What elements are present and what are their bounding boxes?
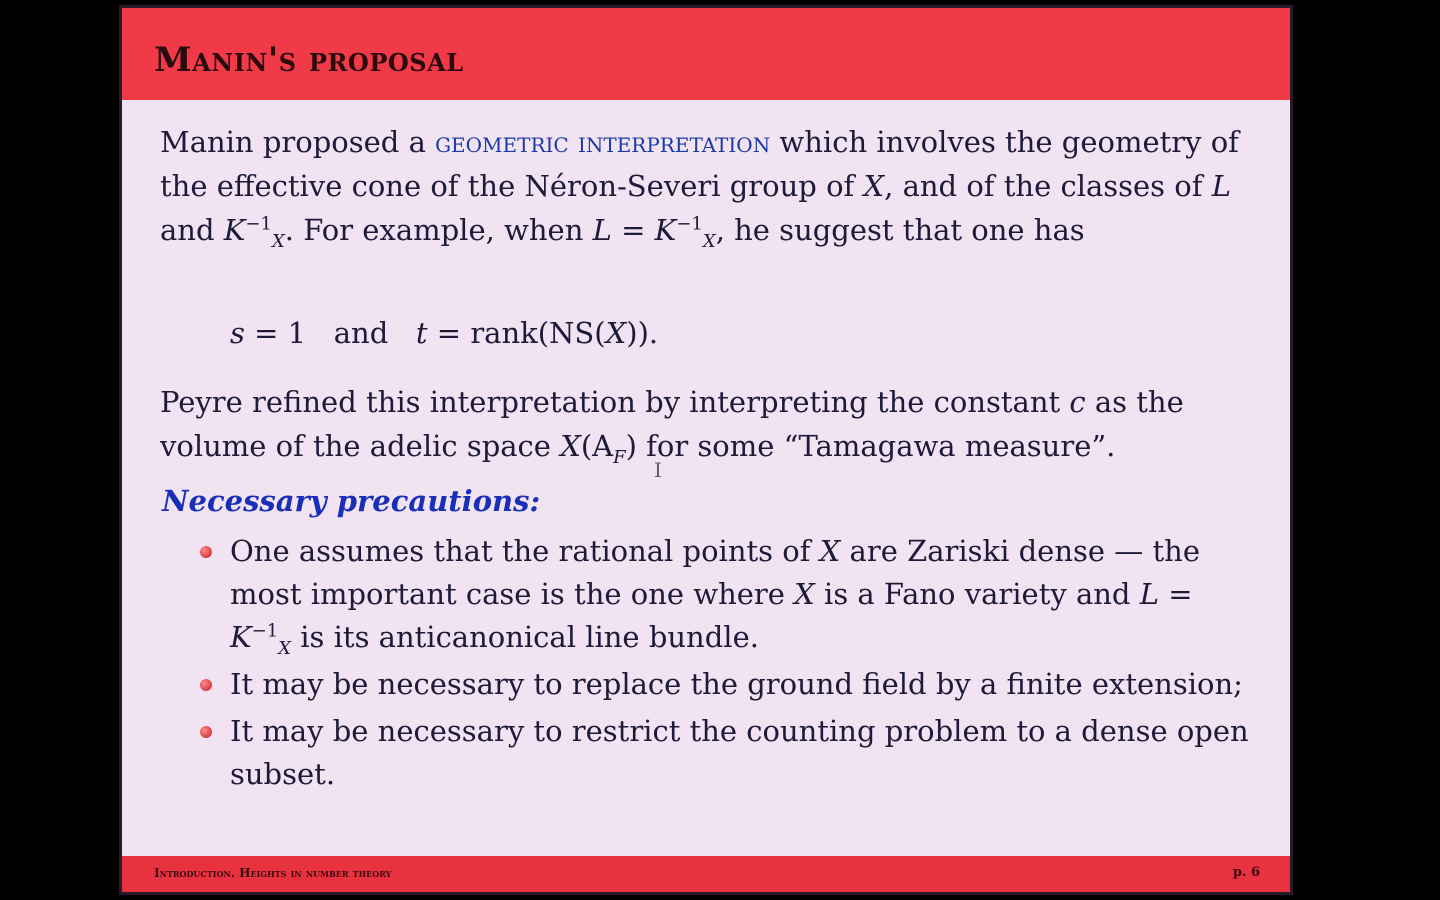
text: = bbox=[611, 213, 655, 247]
math-t: t bbox=[415, 316, 428, 350]
text: = bbox=[1158, 577, 1193, 611]
list-item bbox=[192, 663, 1252, 706]
list-item bbox=[192, 530, 1252, 659]
geometric-interpretation-link: geometric interpretation bbox=[435, 125, 771, 159]
math-X: X bbox=[863, 169, 885, 203]
text: = rank(NS( bbox=[427, 316, 606, 350]
list-item bbox=[192, 710, 1252, 796]
math-K: K bbox=[223, 213, 246, 247]
math-X: X bbox=[605, 316, 627, 350]
formula bbox=[230, 316, 658, 350]
superscript: −1 bbox=[251, 620, 279, 642]
text: which involves the geometry of the effective cone of the Néron-Severi group of bbox=[160, 125, 1239, 203]
text: ) for some “Tamagawa measure”. bbox=[625, 429, 1116, 463]
math-c: c bbox=[1069, 385, 1086, 419]
text: (A bbox=[580, 429, 614, 463]
text: Manin proposed a bbox=[160, 125, 436, 159]
text: is a Fano variety and bbox=[814, 577, 1140, 611]
footer-bar bbox=[122, 856, 1290, 892]
math-K-inverse bbox=[654, 213, 716, 252]
title-bar bbox=[122, 8, 1290, 100]
text-cursor-icon: I bbox=[654, 458, 662, 482]
text: It may be necessary to replace the ground field by a finite extension; bbox=[230, 667, 1243, 701]
subscript: F bbox=[613, 446, 626, 468]
superscript: −1 bbox=[245, 213, 272, 235]
text: and bbox=[333, 316, 389, 350]
necessary-precautions-heading: Necessary precautions: bbox=[162, 484, 541, 518]
text: )). bbox=[626, 316, 659, 350]
math-L: L bbox=[1211, 169, 1231, 203]
subscript: X bbox=[271, 230, 285, 252]
math-X: X bbox=[794, 577, 815, 611]
math-K-inverse bbox=[230, 620, 292, 659]
superscript: −1 bbox=[676, 213, 703, 235]
text: One assumes that the rational points of bbox=[230, 534, 820, 568]
slide bbox=[122, 8, 1290, 892]
text: Peyre refined this interpretation by interpreting the constant bbox=[160, 385, 1070, 419]
bullet-icon bbox=[200, 679, 212, 691]
slide-title: Manin's proposal bbox=[154, 40, 464, 80]
text: and bbox=[160, 213, 224, 247]
text: is its anticanonical line bundle. bbox=[291, 620, 759, 654]
math-X: X bbox=[560, 429, 581, 463]
spacer bbox=[388, 316, 416, 350]
text: are Zariski dense — the most important case is the one where bbox=[230, 534, 1200, 611]
bullet-icon bbox=[200, 546, 212, 558]
math-K: K bbox=[230, 620, 252, 654]
math-X: X bbox=[819, 534, 841, 568]
spacer bbox=[306, 316, 334, 350]
precautions-list bbox=[192, 530, 1252, 800]
text: as the volume of the adelic space bbox=[160, 385, 1184, 463]
text: It may be necessary to restrict the counting problem to a dense open subset. bbox=[230, 714, 1249, 791]
text: , he suggest that one has bbox=[715, 213, 1085, 247]
paragraph-manin bbox=[160, 120, 1260, 252]
bullet-icon bbox=[200, 726, 212, 738]
math-K: K bbox=[654, 213, 677, 247]
text: , and of the classes of bbox=[884, 169, 1212, 203]
math-s: s bbox=[230, 316, 245, 350]
text: . For example, when bbox=[284, 213, 593, 247]
subscript: X bbox=[702, 230, 716, 252]
math-K-inverse bbox=[223, 213, 285, 252]
math-L: L bbox=[1139, 577, 1159, 611]
math-L: L bbox=[592, 213, 612, 247]
footer-section: Introduction. Heights in number theory bbox=[154, 866, 392, 880]
subscript: X bbox=[278, 637, 292, 659]
text: = 1 bbox=[244, 316, 307, 350]
page-number: p. 6 bbox=[1232, 865, 1260, 880]
paragraph-peyre bbox=[160, 380, 1260, 468]
